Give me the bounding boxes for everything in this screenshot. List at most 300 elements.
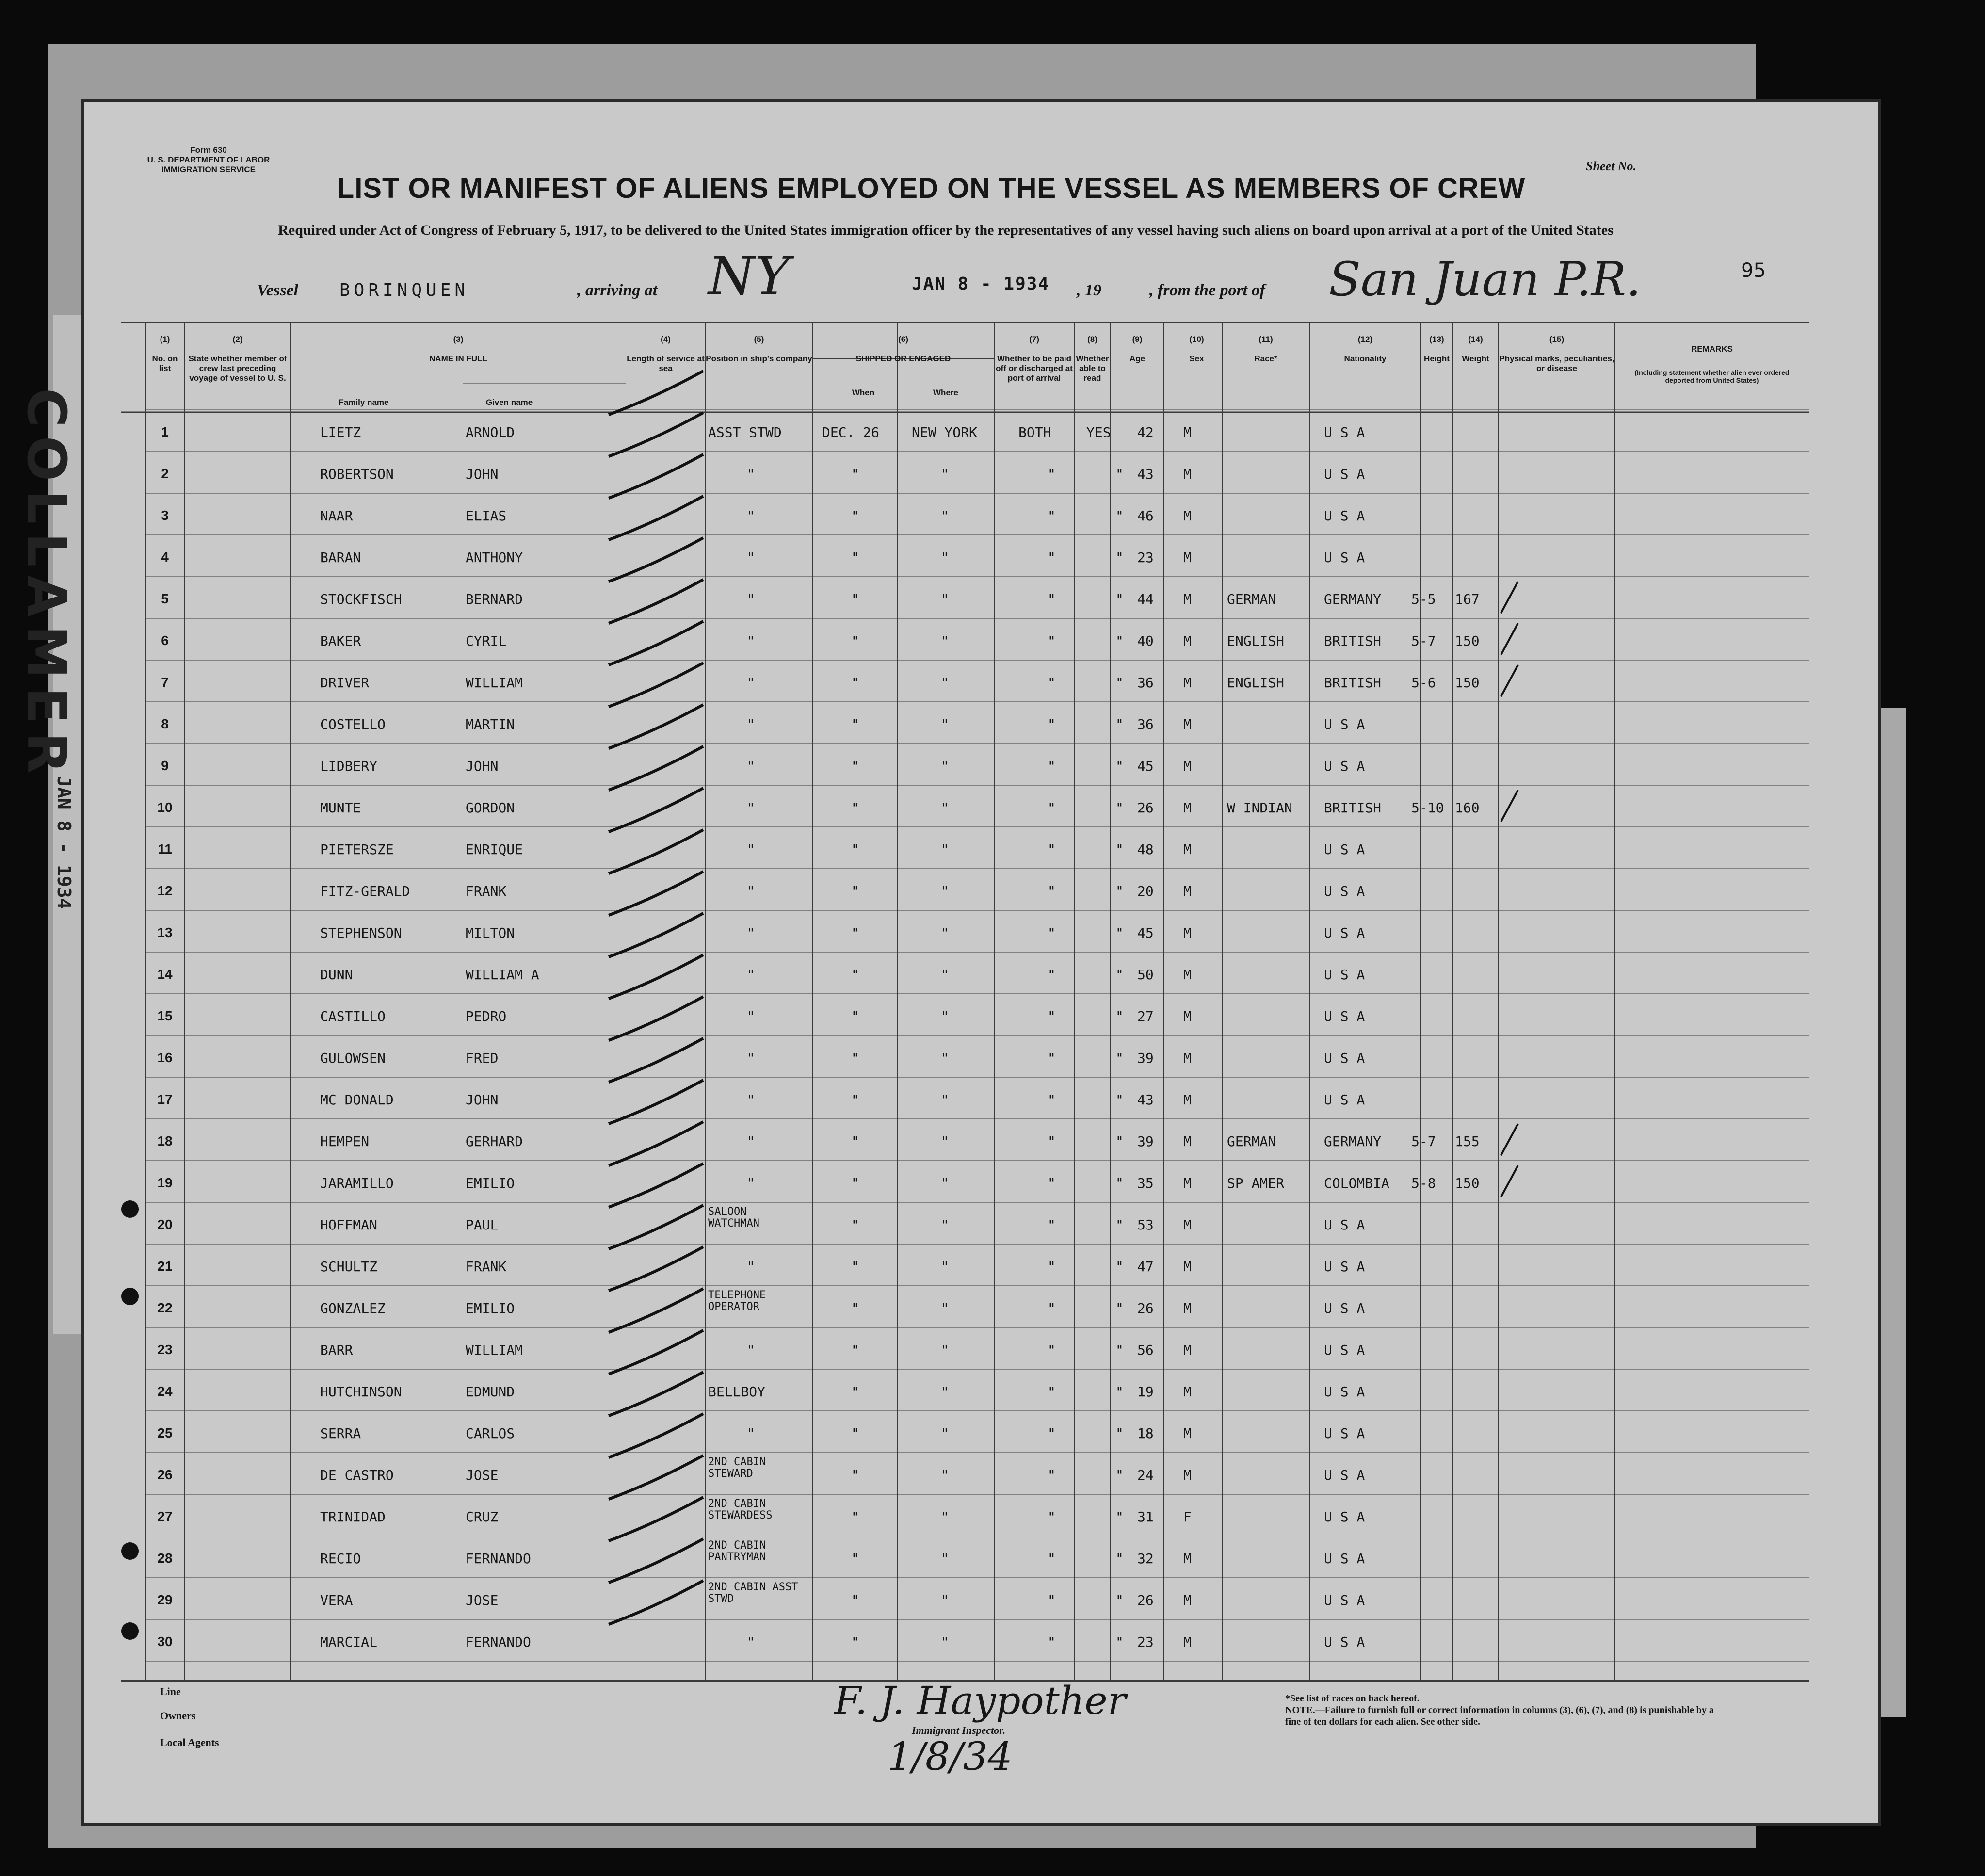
- column-header: [1111, 335, 1164, 364]
- cell-family: VERA: [320, 1592, 353, 1608]
- cell-nat: U S A: [1324, 841, 1365, 857]
- cell-when: ": [851, 1425, 859, 1441]
- check-mark: [1501, 623, 1518, 655]
- slash-mark: [609, 1539, 703, 1583]
- column-number: (11): [1259, 335, 1273, 344]
- cell-where: ": [941, 466, 949, 482]
- cell-given: CYRIL: [466, 633, 507, 649]
- inspector-title: Immigrant Inspector.: [912, 1724, 1006, 1736]
- cell-given: MARTIN: [466, 716, 515, 732]
- cell-where: ": [941, 925, 949, 941]
- cell-sex: M: [1183, 1175, 1192, 1191]
- cell-age: 26: [1137, 800, 1154, 816]
- column-label: Nationality: [1344, 354, 1387, 363]
- cell-position: ": [747, 591, 755, 607]
- row-number: 25: [157, 1425, 173, 1440]
- cell-age: 53: [1137, 1217, 1154, 1233]
- cell-where: ": [941, 883, 949, 899]
- cell-when: ": [851, 883, 859, 899]
- cell-paid: ": [1048, 1217, 1056, 1233]
- cell-age: 44: [1137, 591, 1154, 607]
- cell-sex: M: [1183, 1008, 1192, 1024]
- cell-family: TRINIDAD: [320, 1509, 386, 1525]
- cell-family: LIETZ: [320, 424, 361, 440]
- cell-nat: U S A: [1324, 967, 1365, 983]
- cell-height: 5-5: [1411, 591, 1436, 607]
- cell-weight: 150: [1455, 675, 1480, 691]
- cell-paid: ": [1048, 1509, 1056, 1525]
- row-number: 22: [157, 1300, 173, 1315]
- cell-position: ": [747, 675, 755, 691]
- cell-when: ": [851, 800, 859, 816]
- stamp-date: JAN 8 - 1934: [53, 776, 75, 909]
- cell-where: ": [941, 1634, 949, 1650]
- slash-mark: [609, 1330, 703, 1374]
- slash-mark: [609, 705, 703, 748]
- column-header: [812, 335, 994, 364]
- row-number: 26: [157, 1467, 173, 1482]
- column-label: Weight: [1462, 354, 1489, 363]
- row-number: 29: [157, 1592, 173, 1607]
- slash-mark: [609, 496, 703, 540]
- cell-position: ": [747, 633, 755, 649]
- cell-position: ": [747, 967, 755, 983]
- cell-when: ": [851, 550, 859, 566]
- cell-paid: ": [1048, 925, 1056, 941]
- cell-family: DRIVER: [320, 675, 370, 691]
- slash-mark: [609, 580, 703, 623]
- cell-given: FRANK: [466, 883, 507, 899]
- column-number: (6): [898, 335, 908, 344]
- cell-nat: U S A: [1324, 1342, 1365, 1358]
- row-number: 3: [161, 508, 169, 523]
- cell-paid: ": [1048, 841, 1056, 857]
- form-number: Form 630: [190, 146, 227, 155]
- page-number: 95: [1741, 259, 1766, 282]
- cell-age: 23: [1137, 1634, 1154, 1650]
- cell-read: ": [1115, 1008, 1124, 1024]
- cell-where: ": [941, 1217, 949, 1233]
- cell-position: ": [747, 1175, 755, 1191]
- row-number: 15: [157, 1008, 173, 1023]
- cell-when: ": [851, 1342, 859, 1358]
- cell-given: ENRIQUE: [466, 841, 523, 857]
- cell-sex: M: [1183, 508, 1192, 524]
- remarks-note: (Including statement whether alien ever ordered deported from United States): [1634, 369, 1790, 384]
- slash-mark: [609, 872, 703, 915]
- check-mark: [1501, 582, 1518, 613]
- cell-paid: ": [1048, 1425, 1056, 1441]
- cell-age: 46: [1137, 508, 1154, 524]
- cell-position: ": [747, 508, 755, 524]
- cell-given: JOHN: [466, 466, 499, 482]
- cell-sex: M: [1183, 633, 1192, 649]
- cell-paid: ": [1048, 633, 1056, 649]
- cell-where: ": [941, 1384, 949, 1400]
- cell-age: 42: [1137, 424, 1154, 440]
- cell-position: ": [747, 1050, 755, 1066]
- from-port-label: , from the port of: [1149, 281, 1265, 299]
- page-title: LIST OR MANIFEST OF ALIENS EMPLOYED ON THE VESSEL AS MEMBERS OF CREW: [337, 173, 1526, 204]
- cell-family: SERRA: [320, 1425, 361, 1441]
- cell-read: ": [1115, 1592, 1124, 1608]
- cell-where: ": [941, 1008, 949, 1024]
- cell-given: FERNANDO: [466, 1634, 531, 1650]
- cell-given: WILLIAM: [466, 1342, 523, 1358]
- column-label: Length of service at sea: [627, 354, 705, 373]
- cell-where: ": [941, 1342, 949, 1358]
- cell-sex: M: [1183, 1259, 1192, 1275]
- cell-read: ": [1115, 716, 1124, 732]
- cell-weight: 167: [1455, 591, 1480, 607]
- cell-height: 5-10: [1411, 800, 1444, 816]
- row-number: 19: [157, 1175, 173, 1190]
- row-number: 12: [157, 883, 173, 898]
- cell-where: ": [941, 800, 949, 816]
- cell-read: ": [1115, 1259, 1124, 1275]
- arriving-port: NY: [708, 245, 790, 307]
- cell-where: ": [941, 1467, 949, 1483]
- cell-position: ": [747, 1259, 755, 1275]
- cell-position: BELLBOY: [708, 1384, 766, 1400]
- race-note: *See list of races on back hereof.: [1285, 1693, 1420, 1704]
- punch-hole: [121, 1288, 139, 1305]
- cell-where: ": [941, 508, 949, 524]
- slash-mark: [609, 1164, 703, 1207]
- cell-age: 23: [1137, 550, 1154, 566]
- cell-read: ": [1115, 1467, 1124, 1483]
- cell-read: ": [1115, 883, 1124, 899]
- cell-given: ANTHONY: [466, 550, 523, 566]
- column-header: [1499, 335, 1615, 373]
- cell-read: ": [1115, 591, 1124, 607]
- column-number: (3): [453, 335, 464, 344]
- slash-mark: [609, 1414, 703, 1457]
- cell-nat: COLOMBIA: [1324, 1175, 1389, 1191]
- column-header: [145, 335, 184, 373]
- slash-mark: [609, 1581, 703, 1624]
- cell-sex: M: [1183, 967, 1192, 983]
- cell-sex: M: [1183, 1384, 1192, 1400]
- cell-family: GONZALEZ: [320, 1300, 386, 1316]
- cell-given: JOSE: [466, 1467, 499, 1483]
- cell-weight: 150: [1455, 1175, 1480, 1191]
- cell-given: WILLIAM: [466, 675, 523, 691]
- subheader-family: Family name: [339, 398, 389, 407]
- cell-paid: ": [1048, 716, 1056, 732]
- punch-hole: [121, 1622, 139, 1640]
- cell-family: STEPHENSON: [320, 925, 402, 941]
- slash-mark: [609, 1372, 703, 1416]
- slash-mark: [609, 913, 703, 957]
- cell-family: STOCKFISCH: [320, 591, 402, 607]
- cell-nat: BRITISH: [1324, 633, 1382, 649]
- cell-nat: U S A: [1324, 925, 1365, 941]
- cell-nat: U S A: [1324, 1384, 1365, 1400]
- cell-nat: U S A: [1324, 1050, 1365, 1066]
- cell-position: 2ND CABIN STEWARD: [708, 1456, 766, 1480]
- row-number: 1: [161, 424, 169, 439]
- cell-where: ": [941, 1259, 949, 1275]
- cell-nat: U S A: [1324, 883, 1365, 899]
- cell-paid: ": [1048, 1175, 1056, 1191]
- cell-sex: M: [1183, 1342, 1192, 1358]
- cell-family: BAKER: [320, 633, 361, 649]
- cell-nat: U S A: [1324, 1092, 1365, 1108]
- cell-when: ": [851, 1467, 859, 1483]
- cell-when: ": [851, 1175, 859, 1191]
- row-number: 10: [157, 800, 173, 815]
- column-header: [626, 335, 706, 373]
- cell-paid: ": [1048, 1467, 1056, 1483]
- cell-sex: M: [1183, 1425, 1192, 1441]
- cell-age: 45: [1137, 925, 1154, 941]
- cell-read: ": [1115, 1425, 1124, 1441]
- cell-paid: ": [1048, 883, 1056, 899]
- cell-when: ": [851, 758, 859, 774]
- slash-mark: [609, 371, 703, 415]
- cell-race: ENGLISH: [1227, 675, 1285, 691]
- cell-where: ": [941, 591, 949, 607]
- cell-race: GERMAN: [1227, 591, 1276, 607]
- cell-position: ": [747, 716, 755, 732]
- cell-when: ": [851, 1300, 859, 1316]
- cell-nat: U S A: [1324, 1551, 1365, 1567]
- cell-sex: M: [1183, 1217, 1192, 1233]
- cell-age: 27: [1137, 1008, 1154, 1024]
- column-label: Physical marks, peculiarities, or disease: [1499, 354, 1614, 373]
- cell-nat: U S A: [1324, 1634, 1365, 1650]
- cell-position: 2ND CABIN STEWARDESS: [708, 1498, 773, 1521]
- cell-nat: U S A: [1324, 508, 1365, 524]
- collamer-stamp: COLLAMER: [16, 388, 78, 782]
- column-label: Position in ship's company: [706, 354, 812, 363]
- slash-mark: [609, 1247, 703, 1291]
- cell-where: ": [941, 1300, 949, 1316]
- check-mark: [1501, 665, 1518, 696]
- cell-family: SCHULTZ: [320, 1259, 378, 1275]
- cell-where: ": [941, 758, 949, 774]
- arriving-label: , arriving at: [577, 281, 658, 299]
- cell-position: ": [747, 1634, 755, 1650]
- slash-mark: [609, 830, 703, 873]
- cell-family: COSTELLO: [320, 716, 386, 732]
- cell-given: FRED: [466, 1050, 499, 1066]
- cell-age: 48: [1137, 841, 1154, 857]
- cell-read: ": [1115, 800, 1124, 816]
- cell-when: ": [851, 466, 859, 482]
- local-agents-label: Local Agents: [160, 1736, 219, 1748]
- row-number: 30: [157, 1634, 173, 1649]
- cell-given: GORDON: [466, 800, 515, 816]
- cell-when: ": [851, 508, 859, 524]
- cell-when: ": [851, 633, 859, 649]
- cell-family: ROBERTSON: [320, 466, 394, 482]
- cell-position: TELEPHONE OPERATOR: [708, 1289, 766, 1313]
- cell-nat: BRITISH: [1324, 675, 1382, 691]
- cell-sex: M: [1183, 1551, 1192, 1567]
- cell-given: JOHN: [466, 758, 499, 774]
- row-number: 9: [161, 758, 169, 773]
- cell-given: PAUL: [466, 1217, 499, 1233]
- cell-age: 36: [1137, 716, 1154, 732]
- cell-where: ": [941, 1092, 949, 1108]
- cell-sex: M: [1183, 1300, 1192, 1316]
- row-number: 17: [157, 1092, 173, 1107]
- cell-position: ": [747, 925, 755, 941]
- cell-where: ": [941, 1551, 949, 1567]
- row-number: 7: [161, 675, 169, 690]
- column-label: NAME IN FULL: [429, 354, 487, 363]
- cell-position: ": [747, 800, 755, 816]
- column-header: [1222, 335, 1309, 364]
- column-number: (9): [1132, 335, 1143, 344]
- cell-read: ": [1115, 925, 1124, 941]
- cell-position: ": [747, 1133, 755, 1149]
- footer-note: [1285, 1693, 1722, 1728]
- cell-sex: M: [1183, 1634, 1192, 1650]
- cell-given: EDMUND: [466, 1384, 515, 1400]
- slash-mark: [609, 413, 703, 456]
- cell-sex: M: [1183, 841, 1192, 857]
- cell-where: ": [941, 1050, 949, 1066]
- cell-sex: M: [1183, 1467, 1192, 1483]
- page-subtitle: Required under Act of Congress of February 5, 1917, to be delivered to the United States immigration officer by the representatives of any vessel having such aliens on board upon arrival at a port of the United States: [278, 222, 1614, 238]
- column-header: [994, 335, 1074, 383]
- cell-race: SP AMER: [1227, 1175, 1285, 1191]
- subheader-where: Where: [933, 388, 958, 397]
- cell-sex: M: [1183, 591, 1192, 607]
- cell-paid: ": [1048, 1634, 1056, 1650]
- cell-when: ": [851, 1259, 859, 1275]
- cell-position: ": [747, 841, 755, 857]
- cell-when: ": [851, 675, 859, 691]
- cell-sex: M: [1183, 424, 1192, 440]
- check-mark: [1501, 1165, 1518, 1197]
- slash-mark: [609, 746, 703, 790]
- row-number: 8: [161, 716, 169, 731]
- cell-when: ": [851, 591, 859, 607]
- cell-sex: M: [1183, 1050, 1192, 1066]
- cell-position: ": [747, 883, 755, 899]
- cell-when: DEC. 26: [822, 424, 880, 440]
- cell-nat: BRITISH: [1324, 800, 1382, 816]
- cell-sex: M: [1183, 466, 1192, 482]
- cell-paid: ": [1048, 675, 1056, 691]
- cell-family: DE CASTRO: [320, 1467, 394, 1483]
- cell-where: ": [941, 633, 949, 649]
- department: U. S. DEPARTMENT OF LABOR: [147, 155, 270, 164]
- cell-family: CASTILLO: [320, 1008, 386, 1024]
- cell-sex: M: [1183, 800, 1192, 816]
- vessel-label: Vessel: [257, 281, 298, 299]
- cell-height: 5-7: [1411, 1133, 1436, 1149]
- cell-age: 35: [1137, 1175, 1154, 1191]
- cell-read: ": [1115, 841, 1124, 857]
- column-label: Whether to be paid off or discharged at port of arrival: [996, 354, 1073, 383]
- cell-position: ": [747, 466, 755, 482]
- row-number: 14: [157, 967, 173, 982]
- row-number: 2: [161, 466, 169, 481]
- year-label: , 19: [1077, 281, 1101, 299]
- cell-given: BERNARD: [466, 591, 523, 607]
- vessel-name: BORINQUEN: [339, 280, 469, 300]
- cell-when: ": [851, 1509, 859, 1525]
- slash-mark: [609, 454, 703, 498]
- cell-weight: 150: [1455, 633, 1480, 649]
- cell-age: 36: [1137, 675, 1154, 691]
- column-number: (10): [1189, 335, 1204, 344]
- column-header: [1615, 335, 1809, 354]
- cell-nat: U S A: [1324, 1425, 1365, 1441]
- cell-nat: U S A: [1324, 1008, 1365, 1024]
- slash-mark: [609, 1497, 703, 1541]
- cell-age: 26: [1137, 1300, 1154, 1316]
- cell-read: ": [1115, 1384, 1124, 1400]
- cell-read: YES: [1086, 424, 1111, 440]
- cell-when: ": [851, 1551, 859, 1567]
- owners-label: Owners: [160, 1710, 196, 1722]
- column-label: SHIPPED OR ENGAGED: [855, 354, 951, 363]
- cell-read: ": [1115, 967, 1124, 983]
- cell-sex: M: [1183, 883, 1192, 899]
- cell-height: 5-7: [1411, 633, 1436, 649]
- cell-family: BARR: [320, 1342, 353, 1358]
- cell-paid: ": [1048, 1133, 1056, 1149]
- cell-read: ": [1115, 1300, 1124, 1316]
- cell-position: ": [747, 758, 755, 774]
- row-number: 5: [161, 591, 169, 606]
- cell-age: 56: [1137, 1342, 1154, 1358]
- column-header: [184, 335, 291, 383]
- cell-position: ": [747, 1092, 755, 1108]
- cell-nat: U S A: [1324, 1592, 1365, 1608]
- cell-paid: ": [1048, 550, 1056, 566]
- cell-when: ": [851, 841, 859, 857]
- cell-family: HEMPEN: [320, 1133, 370, 1149]
- cell-age: 39: [1137, 1050, 1154, 1066]
- cell-when: ": [851, 967, 859, 983]
- cell-sex: F: [1183, 1509, 1192, 1525]
- line-label: Line: [160, 1685, 181, 1698]
- cell-nat: U S A: [1324, 758, 1365, 774]
- cell-age: 19: [1137, 1384, 1154, 1400]
- cell-family: BARAN: [320, 550, 361, 566]
- cell-paid: ": [1048, 1384, 1056, 1400]
- cell-age: 31: [1137, 1509, 1154, 1525]
- column-label: State whether member of crew last preceding voyage of vessel to U. S.: [188, 354, 287, 383]
- cell-age: 32: [1137, 1551, 1154, 1567]
- cell-sex: M: [1183, 675, 1192, 691]
- column-header: [1452, 335, 1499, 364]
- column-header: [291, 335, 626, 364]
- cell-read: ": [1115, 1509, 1124, 1525]
- cell-nat: U S A: [1324, 424, 1365, 440]
- cell-given: ARNOLD: [466, 424, 515, 440]
- column-label: Race*: [1254, 354, 1277, 363]
- signature-date: 1/8/34: [888, 1734, 1013, 1779]
- row-number: 16: [157, 1050, 173, 1065]
- cell-where: ": [941, 675, 949, 691]
- cell-nat: U S A: [1324, 1217, 1365, 1233]
- cell-given: CARLOS: [466, 1425, 515, 1441]
- cell-where: ": [941, 1592, 949, 1608]
- cell-age: 26: [1137, 1592, 1154, 1608]
- cell-age: 50: [1137, 967, 1154, 983]
- column-number: (15): [1549, 335, 1565, 344]
- cell-sex: M: [1183, 1133, 1192, 1149]
- row-number: 28: [157, 1551, 173, 1566]
